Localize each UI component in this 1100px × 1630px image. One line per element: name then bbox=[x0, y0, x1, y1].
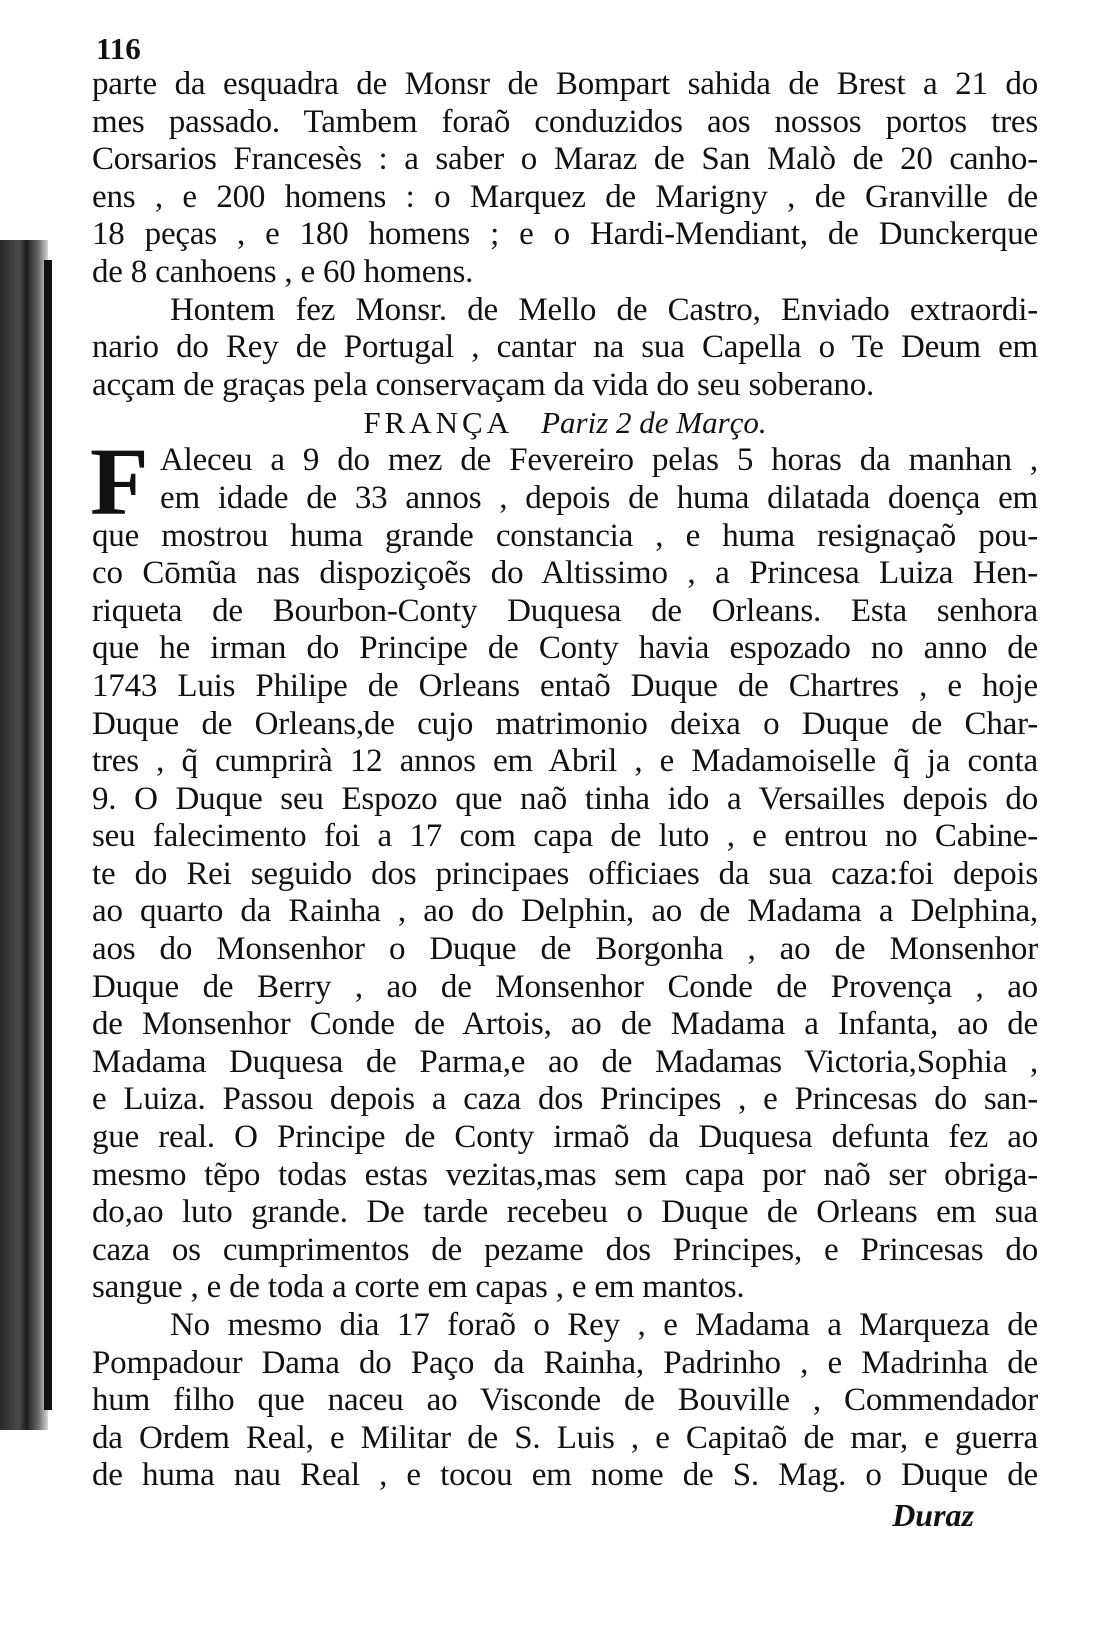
text-line: Aleceu a 9 do mez de Fevereiro pelas 5 horas da manhan , bbox=[160, 442, 1038, 479]
drop-cap-letter: F bbox=[90, 428, 149, 536]
text-line: aos do Monsenhor o Duque de Borgonha , ao de Monsenhor bbox=[92, 931, 1038, 968]
text-line: nario do Rey de Portugal , cantar na sua Capella o Te Deum em bbox=[92, 329, 1038, 366]
text-line: e Luiza. Passou depois a caza dos Principes , e Princesas do san- bbox=[92, 1081, 1038, 1118]
text-line: que mostrou huma grande constancia , e huma resignaçaõ pou- bbox=[92, 517, 1038, 554]
paragraph-bouville bbox=[92, 1307, 1038, 1495]
paragraph-princesa bbox=[90, 428, 1038, 1307]
text-line: Hontem fez Monsr. de Mello de Castro, Enviado extraordi- bbox=[170, 291, 1038, 328]
text-line: ens , e 200 homens : o Marquez de Marigny , de Granville de bbox=[92, 178, 1038, 215]
text-line: riqueta de Bourbon-Conty Duquesa de Orleans. Esta senhora bbox=[92, 592, 1038, 629]
text-line: Corsarios Francesès : a saber o Maraz de San Malò de 20 canho- bbox=[92, 141, 1038, 178]
text-line: de huma nau Real , e tocou em nome de S. Mag. o Duque de bbox=[92, 1457, 1038, 1494]
text-line: em idade de 33 annos , depois de huma dilatada doença em bbox=[160, 479, 1038, 516]
text-line: Pompadour Dama do Paço da Rainha, Padrinho , e Madrinha de bbox=[92, 1344, 1038, 1381]
text-line: da Ordem Real, e Militar de S. Luis , e Capitaõ de mar, e guerra bbox=[92, 1419, 1038, 1456]
text-line: parte da esquadra de Monsr de Bompart sahida de Brest a 21 do bbox=[92, 66, 1038, 102]
text-line: mesmo tẽpo todas estas vezitas,mas sem capa por naõ ser obriga- bbox=[92, 1156, 1038, 1193]
text-line: sangue , e de toda a corte em capas , e em mantos. bbox=[92, 1269, 745, 1306]
text-line: te do Rei seguido dos principaes officiaes da sua caza:foi depois bbox=[92, 855, 1038, 892]
text-line: hum filho que naceu ao Visconde de Bouville , Commendador bbox=[92, 1382, 1038, 1419]
text-line: seu falecimento foi a 17 com capa de luto , e entrou no Cabine- bbox=[92, 818, 1038, 855]
gazette-page bbox=[92, 32, 1038, 1535]
catchword: Duraz bbox=[892, 1496, 974, 1533]
page-number: 116 bbox=[96, 31, 141, 66]
heading-country: FRANÇA bbox=[363, 405, 514, 441]
scan-edge-line bbox=[44, 260, 52, 1410]
text-line: acçam de graças pela conservaçam da vida do seu soberano. bbox=[92, 366, 875, 403]
text-line: 18 peças , e 180 homens ; e o Hardi-Mendiant, de Dunckerque bbox=[92, 216, 1038, 253]
text-line: Duque de Orleans,de cujo matrimonio deixa o Duque de Char- bbox=[92, 705, 1038, 742]
text-line: co Cōmũa nas dispoziçoẽs do Altissimo , a Princesa Luiza Hen- bbox=[92, 555, 1038, 592]
section-heading bbox=[92, 404, 1038, 442]
text-line: gue real. O Principe de Conty irmaõ da Duquesa defunta fez ao bbox=[92, 1119, 1038, 1156]
text-line: No mesmo dia 17 foraõ o Rey , e Madama a Marqueza de bbox=[170, 1307, 1038, 1343]
paragraph-esquadra bbox=[92, 66, 1038, 292]
text-line: mes passado. Tambem foraõ conduzidos aos nossos portos tres bbox=[92, 103, 1038, 140]
text-line: 9. O Duque seu Espozo que naõ tinha ido a Versailles depois do bbox=[92, 780, 1038, 817]
text-line: ao quarto da Rainha , ao do Delphin, ao de Madama a Delphina, bbox=[92, 893, 1038, 930]
text-line: 1743 Luis Philipe de Orleans entaõ Duque de Chartres , e hoje bbox=[92, 667, 1038, 704]
text-line: caza os cumprimentos de pezame dos Principes, e Princesas do bbox=[92, 1231, 1038, 1268]
paragraph-te-deum bbox=[92, 292, 1038, 405]
heading-dateline: Pariz 2 de Março. bbox=[541, 405, 767, 441]
text-line: de 8 canhoens , e 60 homens. bbox=[92, 253, 474, 290]
text-line: Madama Duquesa de Parma,e ao de Madamas Victoria,Sophia , bbox=[92, 1043, 1038, 1080]
text-line: tres , q̃ cumprirà 12 annos em Abril , e Madamoiselle q̃ ja conta bbox=[92, 743, 1038, 780]
text-line: que he irman do Principe de Conty havia espozado no anno de bbox=[92, 630, 1038, 667]
scan-edge-shadow bbox=[0, 240, 48, 1430]
text-line: do,ao luto grande. De tarde recebeu o Duque de Orleans em sua bbox=[92, 1194, 1038, 1231]
text-line: Duque de Berry , ao de Monsenhor Conde de Provença , ao bbox=[92, 968, 1038, 1005]
text-line: de Monsenhor Conde de Artois, ao de Madama a Infanta, ao de bbox=[92, 1006, 1038, 1043]
